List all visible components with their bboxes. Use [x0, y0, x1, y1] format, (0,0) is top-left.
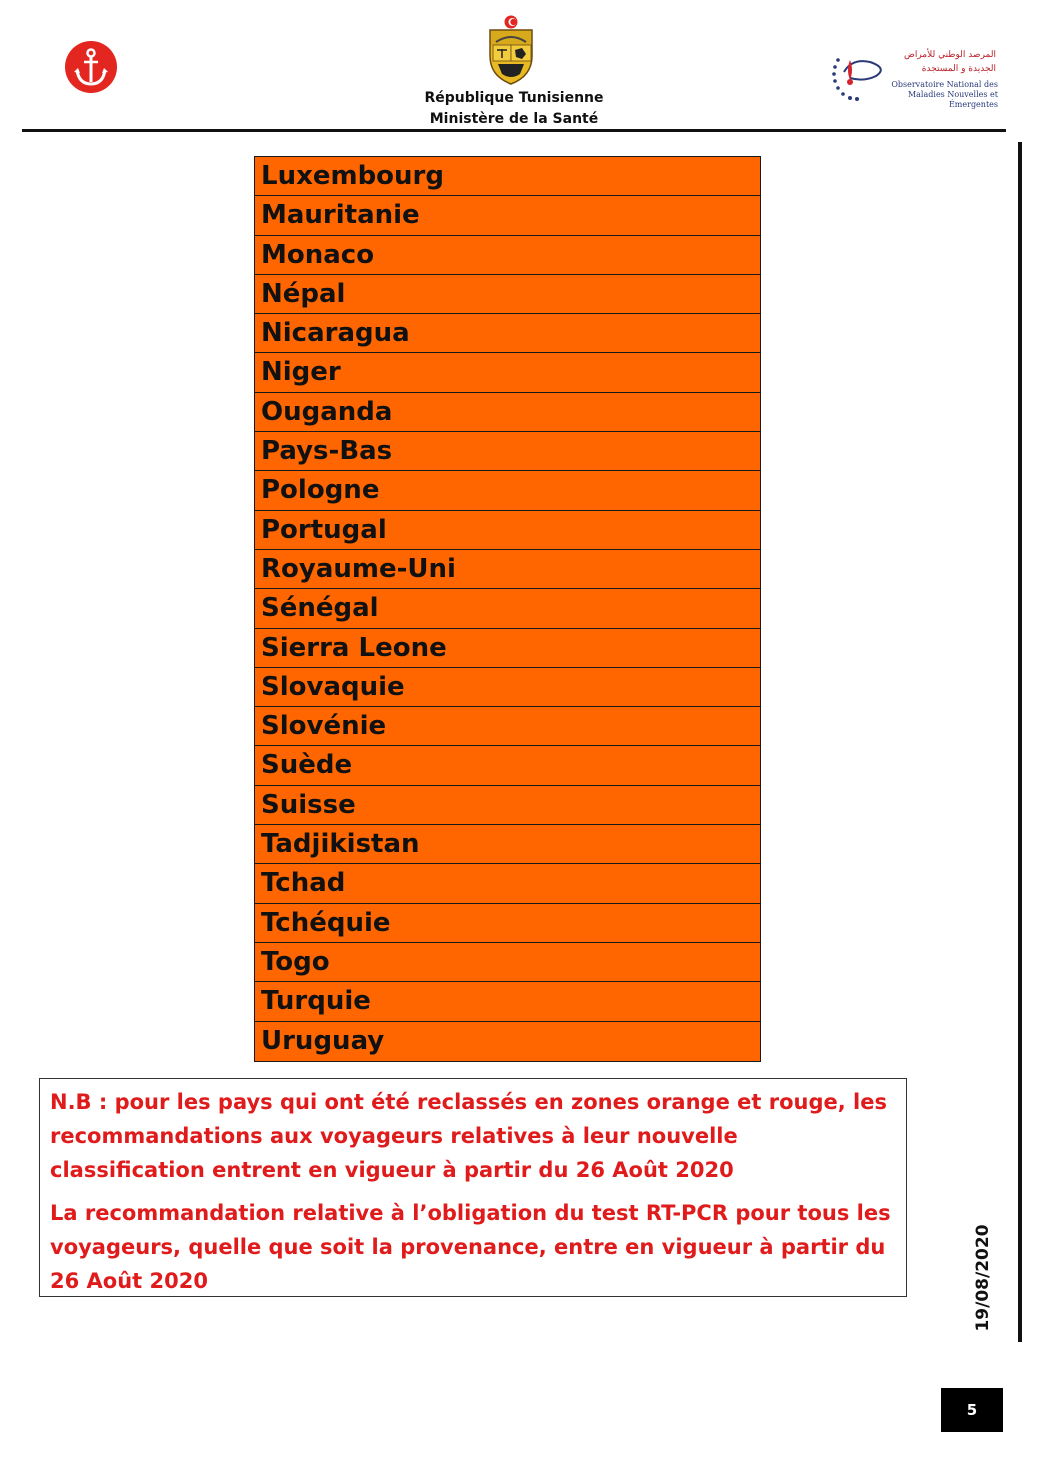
- country-row: Ouganda: [255, 393, 760, 432]
- note-box: [39, 1078, 907, 1297]
- country-row: Slovaquie: [255, 668, 760, 707]
- page-number: 5: [941, 1388, 1003, 1432]
- red-crescent-logo: [64, 40, 118, 94]
- observatoire-french-name: Observatoire National des Maladies Nouvelles et Émergentes: [891, 80, 998, 109]
- country-row: Turquie: [255, 982, 760, 1021]
- country-row: Sierra Leone: [255, 629, 760, 668]
- country-row: Népal: [255, 275, 760, 314]
- country-row: Tchad: [255, 864, 760, 903]
- country-row: Luxembourg: [255, 157, 760, 196]
- orange-zone-country-table: [254, 156, 761, 1062]
- margin-divider: [1018, 142, 1022, 1342]
- country-row: Tadjikistan: [255, 825, 760, 864]
- note-paragraph-rt-pcr: La recommandation relative à l’obligation du test RT-PCR pour tous les voyageurs, quelle que soit la provenance, entre en vigueur à partir du 26 Août 2020: [50, 1201, 891, 1293]
- country-row: Nicaragua: [255, 314, 760, 353]
- country-name: République Tunisienne: [424, 90, 604, 106]
- coat-of-arms-emblem: [484, 14, 538, 86]
- country-row: Portugal: [255, 511, 760, 550]
- country-row: Pologne: [255, 471, 760, 510]
- country-row: Monaco: [255, 236, 760, 275]
- observatoire-arabic-name: المرصد الوطني للأمراض الجديدة و المستجدة: [903, 50, 996, 74]
- header-divider: [22, 129, 1006, 132]
- observatoire-logo: [830, 46, 1000, 109]
- country-row: Suède: [255, 746, 760, 785]
- country-row: Uruguay: [261, 1025, 385, 1056]
- country-row: Slovénie: [255, 707, 760, 746]
- document-header: [380, 88, 648, 130]
- country-row: Pays-Bas: [255, 432, 760, 471]
- country-row: Sénégal: [255, 589, 760, 628]
- ministry-name: Ministère de la Santé: [429, 111, 599, 127]
- country-row: Suisse: [255, 786, 760, 825]
- country-row: Mauritanie: [255, 196, 760, 235]
- country-row: Niger: [255, 353, 760, 392]
- document-date: 19/08/2020: [973, 1224, 993, 1332]
- country-row: Tchéquie: [255, 904, 760, 943]
- country-row: Togo: [255, 943, 760, 982]
- country-row: Royaume-Uni: [255, 550, 760, 589]
- note-paragraph-reclassification: N.B : pour les pays qui ont été reclassés en zones orange et rouge, les recommandations aux voyageurs relatives à leur nouvelle classification entrent en vigueur à partir du 26 Août 2020: [50, 1090, 887, 1182]
